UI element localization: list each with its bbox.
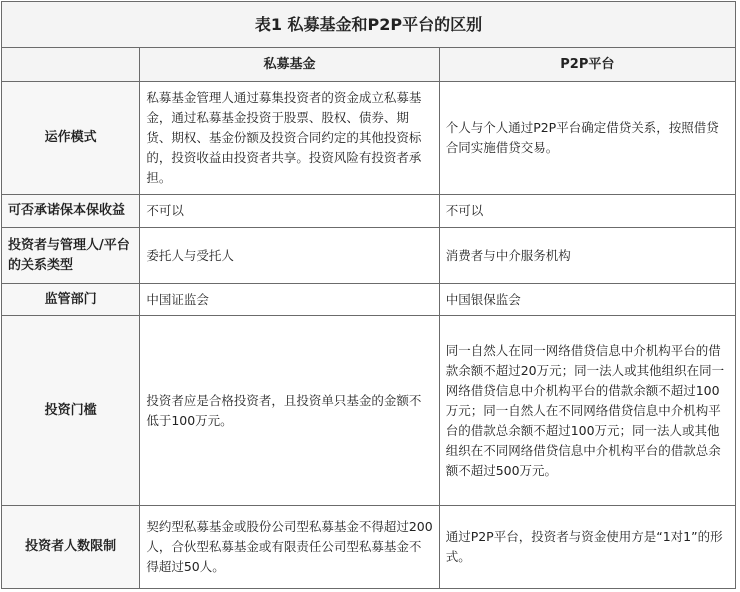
table-row xyxy=(2,316,736,506)
cell-private-fund-operation-mode: 私募基金管理人通过募集投资者的资金成立私募基金，通过私募基金投资于股票、股权、债券、期货、期权、基金份额及投资合同约定的其他投资标的，投资收益由投资者共享。投资风险有投资者承担。 xyxy=(140,81,439,194)
cell-private-fund-threshold: 投资者应是合格投资者，且投资单只基金的金额不低于100万元。 xyxy=(140,316,439,506)
table-row xyxy=(2,283,736,315)
cell-private-fund-investor-limit: 契约型私募基金或股份公司型私募基金不得超过200人，合伙型私募基金或有限责任公司型私募基金不得超过50人。 xyxy=(140,506,439,589)
header-p2p: P2P平台 xyxy=(439,48,735,81)
header-blank xyxy=(2,48,140,81)
table-title: 表1 私募基金和P2P平台的区别 xyxy=(2,2,736,48)
cell-p2p-threshold: 同一自然人在同一网络借贷信息中介机构平台的借款余额不超过20万元；同一法人或其他组织在同一网络借贷信息中介机构平台的借款余额不超过100万元；同一自然人在不同网络借贷信息中介机构平台的借款总余额不超过100万元；同一法人或其他组织在不同网络借贷信息中介机构平台的借款总余额不超过500万元。 xyxy=(439,316,735,506)
row-label-guarantee: 可否承诺保本保收益 xyxy=(2,194,140,227)
row-label-threshold: 投资门槛 xyxy=(2,316,140,506)
cell-private-fund-relationship: 委托人与受托人 xyxy=(140,228,439,284)
cell-private-fund-regulator: 中国证监会 xyxy=(140,283,439,315)
cell-p2p-guarantee: 不可以 xyxy=(439,194,735,227)
header-row xyxy=(2,48,736,81)
title-row xyxy=(2,2,736,48)
comparison-table xyxy=(1,1,736,589)
cell-p2p-operation-mode: 个人与个人通过P2P平台确定借贷关系，按照借贷合同实施借贷交易。 xyxy=(439,81,735,194)
cell-p2p-investor-limit: 通过P2P平台，投资者与资金使用方是“1对1”的形式。 xyxy=(439,506,735,589)
row-label-relationship: 投资者与管理人/平台的关系类型 xyxy=(2,228,140,284)
comparison-table-container xyxy=(1,1,736,589)
header-private-fund: 私募基金 xyxy=(140,48,439,81)
cell-private-fund-guarantee: 不可以 xyxy=(140,194,439,227)
table-row xyxy=(2,81,736,194)
table-row xyxy=(2,194,736,227)
row-label-operation-mode: 运作模式 xyxy=(2,81,140,194)
row-label-investor-limit: 投资者人数限制 xyxy=(2,506,140,589)
cell-p2p-regulator: 中国银保监会 xyxy=(439,283,735,315)
cell-p2p-relationship: 消费者与中介服务机构 xyxy=(439,228,735,284)
table-row xyxy=(2,228,736,284)
row-label-regulator: 监管部门 xyxy=(2,283,140,315)
table-row xyxy=(2,506,736,589)
